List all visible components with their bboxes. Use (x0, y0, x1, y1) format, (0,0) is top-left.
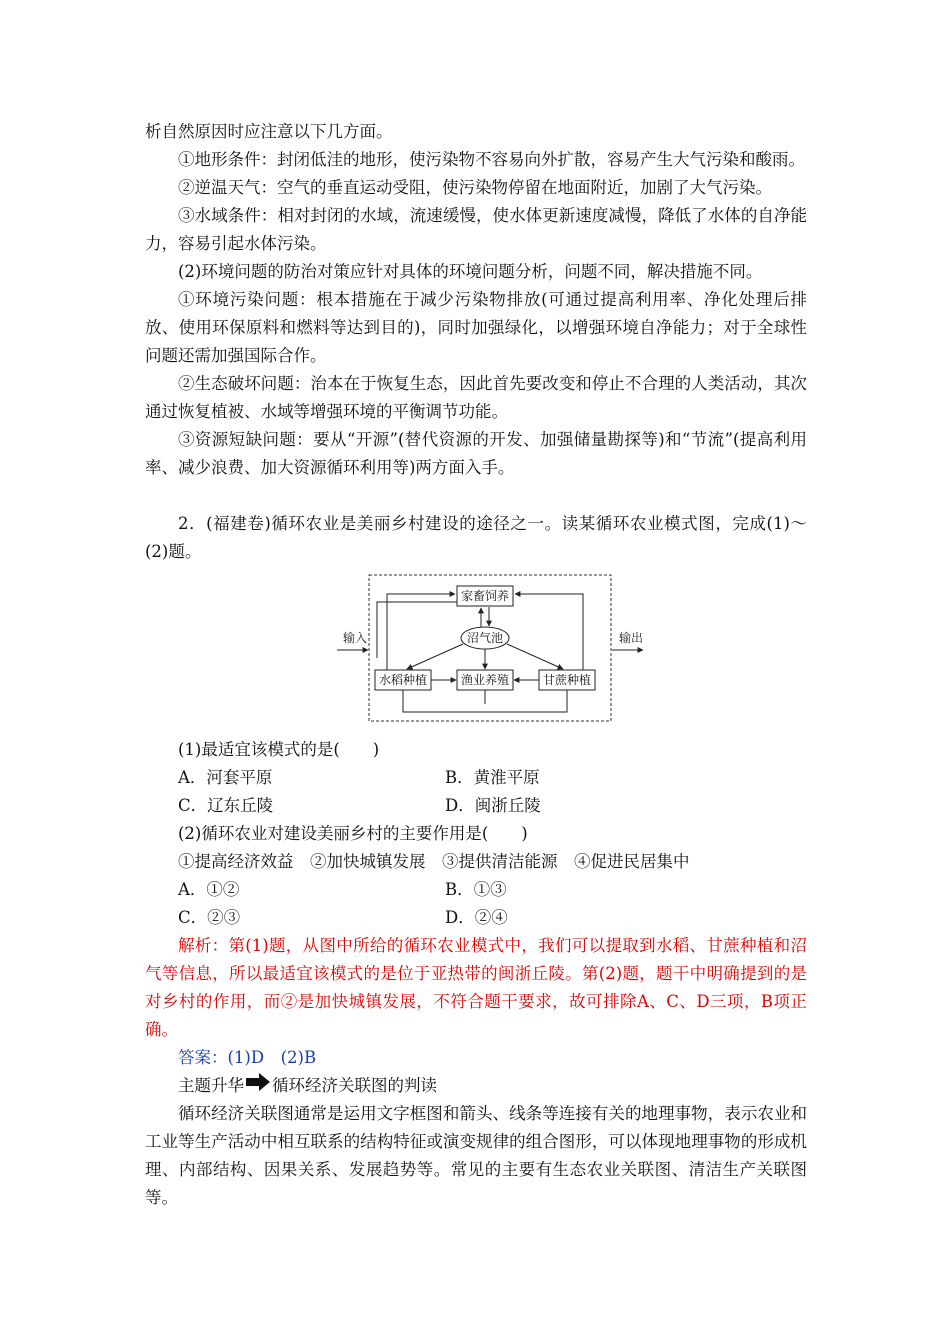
q2-stem: (2)循环农业对建设美丽乡村的主要作用是( ) (178, 824, 528, 843)
answer-text: 答案：(1)D (2)B (178, 1048, 317, 1067)
rice-label: 水稻种植 (378, 673, 428, 687)
theme-title: 循环经济关联图的判读 (272, 1076, 437, 1095)
circular-agriculture-diagram (145, 572, 807, 732)
q2-choices: ①提高经济效益 ②加快城镇发展 ③提供清洁能源 ④促进民居集中 (178, 852, 690, 871)
livestock-label: 家畜饲养 (460, 589, 510, 603)
theme-heading (145, 1072, 807, 1100)
biogas-label: 沼气池 (466, 631, 504, 645)
measure-resource: ③资源短缺问题：要从“开源”(替代资源的开发、加强储量勘探等)和“节流”(提高利用率、减少浪费、加大资源循环利用等)两方面入手。 (145, 430, 807, 477)
q2-option-c: C．②③ (178, 908, 241, 927)
q2-option-b: B．①③ (445, 880, 507, 899)
q1-option-c: C．辽东丘陵 (178, 796, 274, 815)
q2-option-d: D．②④ (445, 908, 508, 927)
closing-paragraph: 循环经济关联图通常是运用文字框图和箭头、线条等连接有关的地理事物，表示农业和工业等生产活动中相互联系的结构特征或演变规律的组合图形，可以体现地理事物的形成机理、内部结构、因果关系、发展趋势等。常见的主要有生态农业关联图、清洁生产关联图等。 (145, 1104, 807, 1207)
intro-text: 析自然原因时应注意以下几方面。 (145, 122, 393, 141)
question-stem: 2．(福建卷)循环农业是美丽乡村建设的途径之一。读某循环农业模式图，完成(1)～(2)题。 (145, 514, 807, 561)
fishery-label: 渔业养殖 (460, 673, 510, 687)
natural-cause-terrain: ①地形条件：封闭低洼的地形，使污染物不容易向外扩散，容易产生大气污染和酸雨。 (178, 150, 805, 169)
natural-cause-water: ③水域条件：相对封闭的水域，流速缓慢，使水体更新速度减慢，降低了水体的自净能力，容易引起水体污染。 (145, 206, 807, 253)
theme-label: 主题升华 (178, 1076, 244, 1095)
loop-livestock-to-rice (377, 602, 457, 658)
q1-options-row1 (145, 764, 807, 792)
right-arrow-icon (246, 1072, 270, 1100)
arrow-biogas-to-sugarcane (507, 644, 563, 669)
q2-option-a: A．①② (178, 880, 240, 899)
measure-pollution: ①环境污染问题：根本措施在于减少污染物排放(可通过提高利用率、净化处理后排放、使用环保原料和燃料等达到目的)，同时加强绿化，以增强环境自净能力；对于全球性问题还需加强国际合作。 (145, 290, 807, 365)
q2-options-row1 (145, 876, 807, 904)
input-label: 输入 (343, 631, 368, 645)
loop-rice-to-livestock (387, 594, 455, 670)
document-page (145, 118, 807, 1212)
q1-options-row2 (145, 792, 807, 820)
sugarcane-label: 甘蔗种植 (542, 673, 592, 687)
measure-ecology: ②生态破坏问题：治本在于恢复生态，因此首先要改变和停止不合理的人类活动，其次通过恢复植被、水域等增强环境的平衡调节功能。 (145, 374, 807, 421)
q1-option-a: A．河套平原 (178, 768, 273, 787)
q2-options-row2 (145, 904, 807, 932)
output-label: 输出 (619, 631, 644, 645)
section2-heading: (2)环境问题的防治对策应针对具体的环境问题分析，问题不同，解决措施不同。 (178, 262, 763, 281)
loop-sugarcane-to-livestock (515, 594, 583, 670)
natural-cause-inversion: ②逆温天气：空气的垂直运动受阻，使污染物停留在地面附近，加剧了大气污染。 (178, 178, 772, 197)
analysis-text: 解析：第(1)题，从图中所给的循环农业模式中，我们可以提取到水稻、甘蔗种植和沼气等信息，所以最适宜该模式的是位于亚热带的闽浙丘陵。第(2)题，题干中明确提到的是对乡村的作用，而②是加快城镇发展，不符合题干要求，故可排除A、C、D三项，B项正确。 (145, 936, 807, 1039)
q1-option-d: D．闽浙丘陵 (445, 796, 541, 815)
q1-option-b: B．黄淮平原 (445, 768, 540, 787)
q1-stem: (1)最适宜该模式的是( ) (178, 740, 380, 759)
arrow-biogas-to-rice (407, 644, 463, 669)
